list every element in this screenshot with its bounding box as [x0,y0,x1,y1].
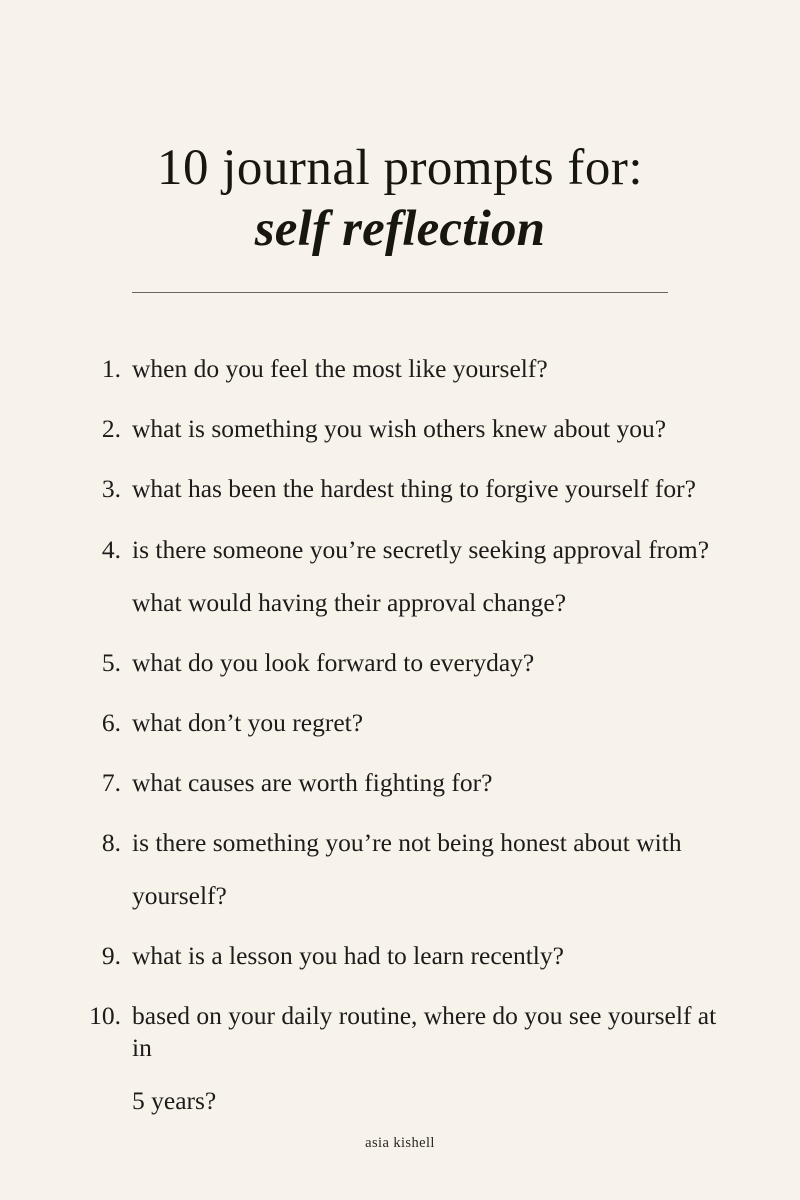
list-item-text [132,534,730,618]
divider [132,292,668,293]
list-item-number: 1. [101,354,121,384]
list-item [70,827,730,911]
author-credit: asia kishell [365,1135,435,1151]
list-item-text: what is something you wish others knew about you? [132,414,667,444]
list-item-text: what causes are worth fighting for? [132,767,493,797]
list-item-continuation: what would having their approval change? [132,587,567,617]
list-item [70,534,730,618]
list-item-continuation: yourself? [132,881,227,911]
list-item [70,940,730,971]
list-item-number: 3. [101,474,121,504]
list-item-number: 2. [101,414,121,444]
list-item-text [132,827,730,911]
list-item-text: what don’t you regret? [132,707,364,737]
list-item [70,647,730,678]
list-item-text: what has been the hardest thing to forgive yourself for? [132,474,696,504]
list-item [70,707,730,738]
list-item-line: based on your daily routine, where do you see yourself at in [132,1001,717,1062]
list-item-line: is there someone you’re secretly seeking approval from? [132,534,710,564]
list-item-number: 7. [101,767,121,797]
prompt-list [70,353,730,1145]
list-item [70,413,730,444]
list-item-continuation: 5 years? [132,1085,217,1115]
list-item-number: 6. [101,707,121,737]
list-item [70,1000,730,1115]
page-title: 10 journal prompts for: [156,140,643,196]
list-item-number: 4. [101,534,121,564]
list-item-line: is there something you’re not being honest about with [132,828,682,858]
list-item [70,353,730,384]
list-item [70,767,730,798]
list-item-text [132,1000,730,1115]
title-block [0,140,800,258]
list-item-number: 8. [101,828,121,858]
list-item-number: 5. [101,647,121,677]
list-item [70,473,730,504]
list-item-text: when do you feel the most like yourself? [132,354,548,384]
page-subtitle: self reflection [254,201,546,258]
list-item-number: 10. [89,1001,121,1031]
list-item-number: 9. [101,941,121,971]
list-item-text: what do you look forward to everyday? [132,647,535,677]
list-item-text: what is a lesson you had to learn recently? [132,941,564,971]
